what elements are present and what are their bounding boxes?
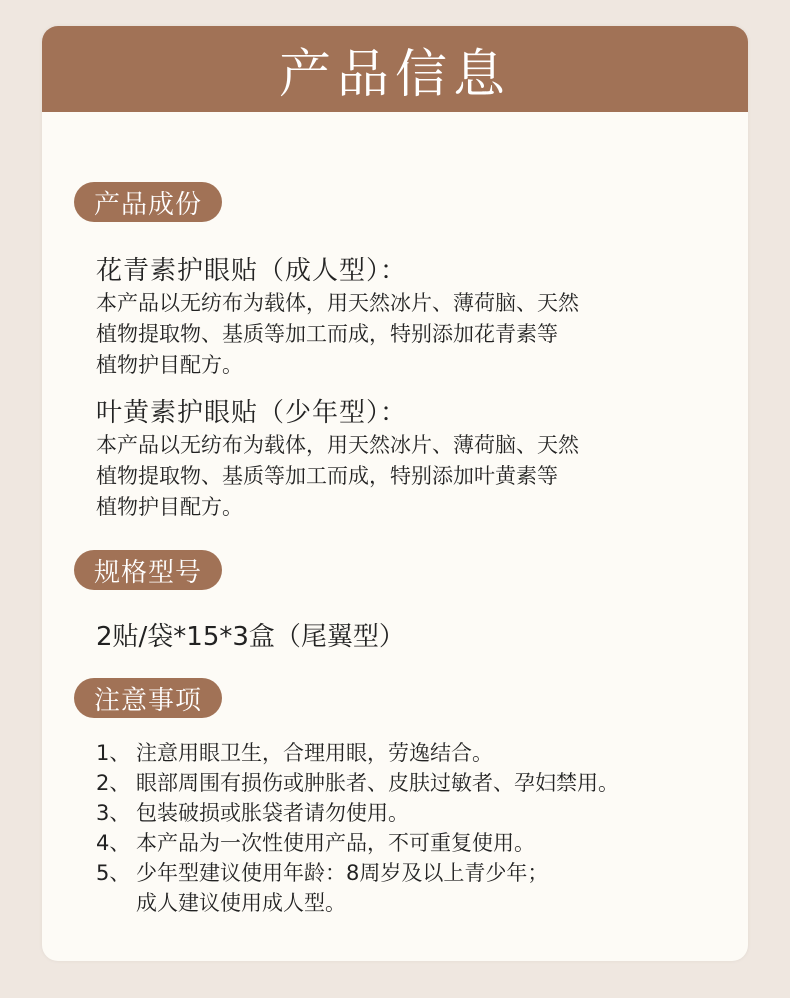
list-item xyxy=(96,798,726,828)
desc-line: 本产品以无纺布为载体，用天然冰片、薄荷脑、天然 xyxy=(96,433,579,457)
section-label-spec: 规格型号 xyxy=(74,550,222,590)
section-label-notes: 注意事项 xyxy=(74,678,222,718)
product-info-card xyxy=(42,26,748,961)
note-text xyxy=(136,828,726,858)
list-item xyxy=(96,858,726,918)
note-line: 眼部周围有损伤或肿胀者、皮肤过敏者、孕妇禁用。 xyxy=(136,771,619,795)
card-header xyxy=(42,26,748,112)
ingredient-title-adult: 花青素护眼贴（成人型）： xyxy=(96,256,408,286)
note-text xyxy=(136,798,726,828)
ingredient-desc-adult xyxy=(96,288,696,381)
desc-line: 植物护目配方。 xyxy=(96,353,243,377)
note-line: 注意用眼卫生，合理用眼，劳逸结合。 xyxy=(136,741,493,765)
note-number: 4、 xyxy=(96,831,131,855)
ingredient-title-youth: 叶黄素护眼贴（少年型）： xyxy=(96,398,408,428)
list-item xyxy=(96,768,726,798)
note-text xyxy=(136,768,726,798)
notes-list xyxy=(96,738,726,918)
note-line: 包装破损或胀袋者请勿使用。 xyxy=(136,801,409,825)
desc-line: 植物提取物、基质等加工而成，特别添加叶黄素等 xyxy=(96,464,558,488)
note-number: 3、 xyxy=(96,801,131,825)
section-label-ingredients: 产品成份 xyxy=(74,182,222,222)
note-number: 2、 xyxy=(96,771,131,795)
note-line: 少年型建议使用年龄：8周岁及以上青少年； xyxy=(136,861,549,885)
note-number: 5、 xyxy=(96,861,131,885)
note-number: 1、 xyxy=(96,741,131,765)
desc-line: 植物提取物、基质等加工而成，特别添加花青素等 xyxy=(96,322,558,346)
desc-line: 本产品以无纺布为载体，用天然冰片、薄荷脑、天然 xyxy=(96,291,579,315)
ingredient-desc-youth xyxy=(96,430,696,523)
note-line: 本产品为一次性使用产品，不可重复使用。 xyxy=(136,831,535,855)
list-item xyxy=(96,828,726,858)
note-text xyxy=(136,738,726,768)
spec-value: 2贴/袋*15*3盒（尾翼型） xyxy=(96,622,405,652)
note-text xyxy=(136,858,726,918)
note-line: 成人建议使用成人型。 xyxy=(136,891,346,915)
page-title: 产品信息 xyxy=(278,44,511,105)
desc-line: 植物护目配方。 xyxy=(96,495,243,519)
list-item xyxy=(96,738,726,768)
